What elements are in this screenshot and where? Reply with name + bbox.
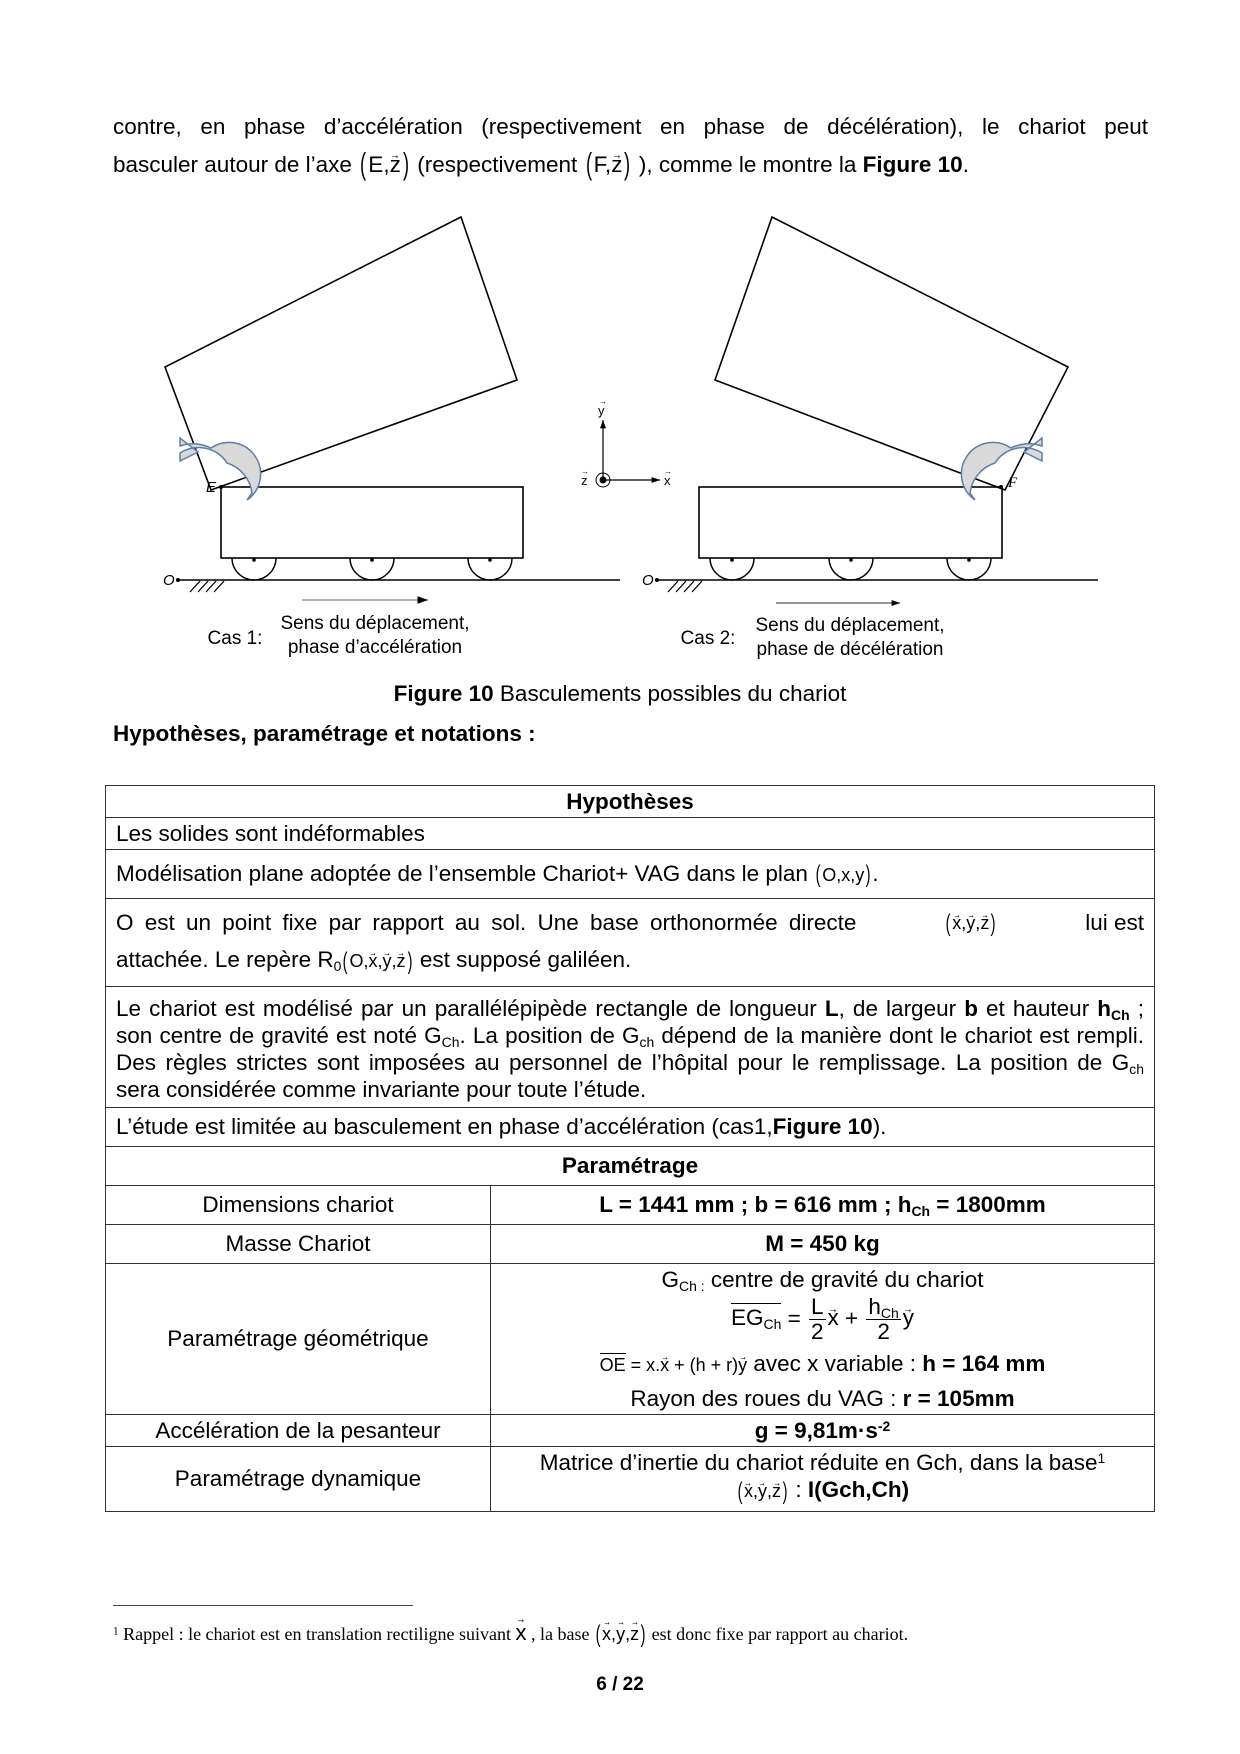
subscript: ch bbox=[639, 1034, 655, 1051]
y-axis-label: y bbox=[598, 403, 605, 418]
subscript: 0 bbox=[333, 958, 342, 975]
case-2-direction-line-1: Sens du déplacement, bbox=[755, 615, 945, 636]
paren-close: ) bbox=[624, 148, 631, 182]
vector-eg bbox=[730, 1303, 782, 1333]
subscript: Ch bbox=[911, 1203, 931, 1220]
vector-x: → x bbox=[515, 1620, 526, 1646]
text: : bbox=[789, 1476, 808, 1502]
case-1-direction-line-2: phase d’accélération bbox=[287, 637, 463, 658]
oe-equation bbox=[501, 1350, 1144, 1379]
hypothesis-2: Modélisation plane adoptée de l’ensemble Chariot+ VAG dans le plan (O,x,y). bbox=[106, 850, 1155, 899]
text: avec x variable : bbox=[747, 1350, 923, 1376]
footnote-1 bbox=[113, 1620, 908, 1649]
hypothesis-2-text: Modélisation plane adoptée de l’ensemble Chariot+ VAG dans le plan bbox=[116, 860, 808, 886]
row-label: Dimensions chariot bbox=[106, 1185, 491, 1224]
text: h bbox=[868, 1293, 881, 1319]
case-2-diagram bbox=[642, 217, 1098, 603]
hypothesis-5 bbox=[106, 1107, 1155, 1146]
figure-caption-number: Figure 10 bbox=[393, 681, 494, 706]
case-2-direction-line-2: phase de décélération bbox=[756, 639, 944, 660]
radius-line bbox=[501, 1385, 1144, 1412]
origin-label: O bbox=[163, 572, 175, 589]
text: Rayon des roues du VAG : bbox=[630, 1385, 903, 1411]
table-row bbox=[106, 986, 1155, 1107]
intro-line-1: contre, en phase d’accélération (respectivement en phase de décélération), le chariot peut bbox=[113, 114, 1148, 139]
text: Rappel : le chariot est en translation rectiligne suivant bbox=[118, 1624, 516, 1644]
table-row bbox=[106, 1414, 1155, 1446]
cart-body bbox=[221, 487, 523, 558]
text: + (h + r) bbox=[669, 1354, 739, 1375]
wheel-axle bbox=[967, 558, 971, 562]
vector-y: → y bbox=[903, 1304, 914, 1331]
wheels bbox=[710, 558, 991, 580]
hypothesis-3-line-2 bbox=[116, 942, 1144, 980]
paren-open: ( bbox=[360, 148, 367, 182]
text: G bbox=[661, 1266, 680, 1292]
gravity-value bbox=[491, 1414, 1155, 1446]
basis-text: O,x,y bbox=[822, 864, 865, 885]
text: Matrice d’inertie du chariot réduite en Gch, dans la base bbox=[539, 1449, 1098, 1475]
z-axis-dot bbox=[600, 477, 607, 484]
subscript: Ch : bbox=[679, 1278, 705, 1295]
radius-value: r = 105mm bbox=[902, 1385, 1015, 1411]
figure-reference: Figure 10 bbox=[862, 152, 963, 177]
table-row bbox=[106, 1185, 1155, 1224]
pivot-label-e: E bbox=[206, 479, 217, 496]
axis-point-e: E bbox=[368, 152, 384, 177]
text: + bbox=[838, 1305, 865, 1331]
text: ; son centre de gravité est noté G bbox=[116, 995, 1144, 1048]
x-axis-label: x bbox=[664, 473, 671, 488]
dynamic-line-2 bbox=[501, 1476, 1144, 1505]
numerator bbox=[866, 1295, 900, 1320]
cart-body bbox=[699, 487, 1002, 558]
mass-value: M = 450 kg bbox=[491, 1224, 1155, 1263]
origin-point bbox=[176, 578, 180, 582]
table-row bbox=[106, 850, 1155, 899]
z-axis-label: z bbox=[581, 473, 588, 488]
text: centre de gravité du chariot bbox=[704, 1266, 984, 1292]
basis-o-x-y: (O,x,y) bbox=[815, 861, 871, 889]
subscript: Ch bbox=[880, 1305, 899, 1322]
hypothesis-3-text: lui est bbox=[1085, 910, 1144, 935]
vector-arrow-mark: → bbox=[664, 467, 672, 476]
intro-text: ), comme le montre la bbox=[638, 152, 857, 177]
vector-y: → y bbox=[738, 1352, 747, 1379]
table-row bbox=[106, 1107, 1155, 1146]
case-2-direction bbox=[740, 614, 960, 662]
var-h: h bbox=[1097, 995, 1112, 1021]
text: Le chariot est modélisé par un parallélépipède rectangle de longueur bbox=[116, 995, 825, 1021]
table-row bbox=[106, 1446, 1155, 1511]
case-1-label: Cas 1: bbox=[207, 628, 263, 649]
tilted-box-edge bbox=[165, 367, 221, 487]
section-title: Hypothèses, paramétrage et notations : bbox=[113, 721, 536, 746]
table-row bbox=[106, 1146, 1155, 1185]
text: L = 1441 mm ; b = 616 mm ; h bbox=[599, 1192, 912, 1218]
text: = x. bbox=[625, 1354, 661, 1375]
text: dépend de la manière dont le chariot est rempli. Des règles strictes sont imposées au personnel de l’hôpital pour le remplissage. La position de G bbox=[116, 1022, 1144, 1075]
subscript: Ch bbox=[763, 1316, 782, 1333]
basis-x-y-z: (→ x,→ y,→ z) bbox=[944, 905, 997, 942]
h-value: h = 164 mm bbox=[922, 1350, 1046, 1376]
vector-z: → z bbox=[611, 146, 622, 184]
subscript: Ch bbox=[441, 1034, 460, 1051]
dimensions-value bbox=[491, 1185, 1155, 1224]
superscript: -2 bbox=[877, 1417, 891, 1434]
geometry-value bbox=[491, 1263, 1155, 1414]
hypotheses-header: Hypothèses bbox=[106, 786, 1155, 818]
text: sera considérée comme invariante pour toute l’étude. bbox=[116, 1076, 647, 1102]
numerator: L bbox=[810, 1293, 824, 1319]
pivot-point-e bbox=[219, 485, 223, 489]
axis-point-f: F bbox=[593, 152, 605, 177]
table-row bbox=[106, 1224, 1155, 1263]
figure-caption-text: Basculements possibles du chariot bbox=[493, 681, 847, 706]
intro-line-2: basculer autour de l’axe (E,→ z) (respectivement (F,→ z) ), comme le montre la Figure 10. bbox=[113, 146, 1148, 184]
text: , de largeur bbox=[838, 995, 965, 1021]
case-1-direction-line-1: Sens du déplacement, bbox=[280, 613, 470, 634]
figure-10-diagram bbox=[0, 180, 1240, 680]
wheel-axle bbox=[370, 558, 374, 562]
denominator: 2 bbox=[810, 1318, 824, 1344]
oe-formula bbox=[600, 1355, 748, 1375]
ground-hatch bbox=[668, 581, 702, 592]
fraction-h-2 bbox=[866, 1295, 900, 1344]
dynamic-line-1 bbox=[501, 1449, 1144, 1476]
text: L’étude est limitée au basculement en phase d’accélération (cas1, bbox=[116, 1114, 773, 1140]
paren-open: ( bbox=[585, 148, 592, 182]
text: = 1800mm bbox=[930, 1192, 1046, 1218]
figure-reference: Figure 10 bbox=[772, 1114, 873, 1140]
hypothesis-1: Les solides sont indéformables bbox=[106, 818, 1155, 850]
text: g = 9,81m·s bbox=[754, 1417, 878, 1443]
vector-arrow-mark: → bbox=[599, 397, 607, 406]
intro-text: (respectivement bbox=[417, 152, 578, 177]
wheel-axle bbox=[849, 558, 853, 562]
hypothesis-3-text: O est un point fixe par rapport au sol. Une base orthonormée directe bbox=[116, 910, 857, 935]
row-label: Masse Chariot bbox=[106, 1224, 491, 1263]
hypothesis-3 bbox=[106, 899, 1155, 987]
text: ). bbox=[872, 1114, 887, 1140]
intro-paragraph bbox=[113, 108, 1148, 184]
parametrage-header: Paramétrage bbox=[106, 1146, 1155, 1185]
var-b: b bbox=[964, 995, 978, 1021]
hypotheses-table bbox=[105, 785, 1155, 1512]
row-label: Paramétrage dynamique bbox=[106, 1446, 491, 1511]
origin-label: O bbox=[642, 572, 654, 589]
table-row bbox=[106, 786, 1155, 818]
table-row bbox=[106, 818, 1155, 850]
inertia-matrix: I(Gch,Ch) bbox=[807, 1476, 910, 1502]
vector-arrow-mark: → bbox=[581, 467, 589, 476]
wheel-axle bbox=[730, 558, 734, 562]
frame-r0: (O,→ x,→ y,→ z) bbox=[341, 951, 413, 971]
intro-text: basculer autour de l’axe bbox=[113, 152, 352, 177]
figure-caption bbox=[0, 681, 1240, 707]
table-row bbox=[106, 899, 1155, 987]
hypothesis-3-text: est supposé galiléen. bbox=[419, 946, 632, 972]
hypothesis-3-text: attachée. Le repère R bbox=[116, 946, 334, 972]
intro-text: . bbox=[962, 152, 969, 177]
wheel-axle bbox=[488, 558, 492, 562]
origin-point bbox=[655, 578, 659, 582]
pivot-point-f bbox=[999, 485, 1003, 489]
case-1-direction bbox=[265, 612, 485, 660]
wheel-axle bbox=[252, 558, 256, 562]
page-number: 6 / 22 bbox=[596, 1674, 644, 1695]
pivot-label-f: F bbox=[1008, 475, 1018, 491]
vector-z: → z bbox=[390, 146, 401, 184]
gravity-center-line bbox=[501, 1266, 1144, 1293]
row-label: Paramétrage géométrique bbox=[106, 1263, 491, 1414]
vector-x: → x bbox=[828, 1304, 839, 1331]
dynamic-value bbox=[491, 1446, 1155, 1511]
eg-equation bbox=[501, 1295, 1144, 1344]
text: , la base bbox=[526, 1624, 594, 1644]
hypothesis-3-line-1 bbox=[116, 905, 1144, 942]
paren-close: ) bbox=[402, 148, 409, 182]
var-l: L bbox=[824, 995, 839, 1021]
row-label: Accélération de la pesanteur bbox=[106, 1414, 491, 1446]
basis-x-y-z: (→ x,→ y,→ z) bbox=[736, 1481, 789, 1501]
table-row bbox=[106, 1263, 1155, 1414]
text: EG bbox=[730, 1305, 764, 1331]
vector-oe: OE bbox=[599, 1354, 626, 1375]
vector-x: → x bbox=[660, 1352, 669, 1379]
text: = bbox=[781, 1305, 807, 1331]
text: est donc fixe par rapport au chariot. bbox=[647, 1624, 909, 1644]
hypothesis-4 bbox=[106, 986, 1155, 1107]
footnote-mark: 1 bbox=[113, 1625, 119, 1638]
subscript: ch bbox=[1129, 1061, 1144, 1078]
case-1-diagram bbox=[163, 217, 620, 600]
denominator: 2 bbox=[877, 1318, 890, 1344]
case-2-label: Cas 2: bbox=[680, 628, 736, 649]
fraction-l-2 bbox=[809, 1295, 826, 1344]
wheels bbox=[232, 558, 512, 580]
basis-x-y-z: (→ x,→ y,→ z) bbox=[594, 1624, 647, 1644]
text: . La position de G bbox=[459, 1022, 640, 1048]
reference-axes bbox=[581, 397, 672, 488]
text: et hauteur bbox=[977, 995, 1098, 1021]
ground-hatch bbox=[190, 581, 224, 592]
subscript: Ch bbox=[1111, 1007, 1130, 1024]
footnote-separator bbox=[113, 1605, 413, 1606]
footnote-ref-1[interactable]: 1 bbox=[1097, 1449, 1106, 1466]
